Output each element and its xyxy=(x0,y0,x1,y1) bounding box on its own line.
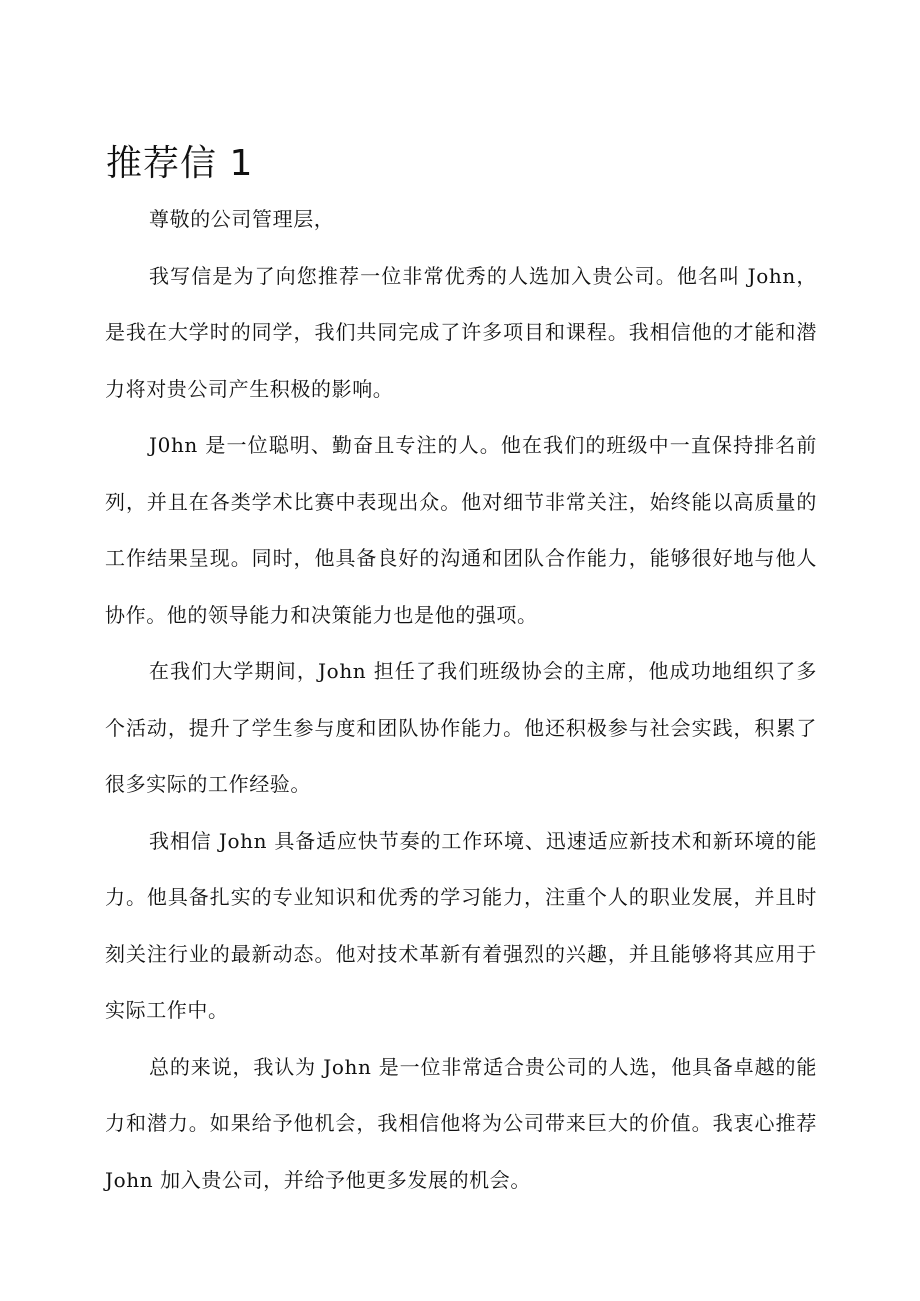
paragraph-introduction: 我写信是为了向您推荐一位非常优秀的人选加入贵公司。他名叫 John，是我在大学时的同学，我们共同完成了许多项目和课程。我相信他的才能和潜力将对贵公司产生积极的影响。 xyxy=(105,263,817,401)
paragraph-qualities: J0hn 是一位聪明、勤奋且专注的人。他在我们的班级中一直保持排名前列，并且在各类学术比赛中表现出众。他对细节非常关注，始终能以高质量的工作结果呈现。同时，他具备良好的沟通和团队合作能力，能够很好地与他人协作。他的领导能力和决策能力也是他的强项。 xyxy=(105,433,817,627)
paragraph-adaptability: 我相信 John 具备适应快节奏的工作环境、迅速适应新技术和新环境的能力。他具备扎实的专业知识和优秀的学习能力，注重个人的职业发展，并且时刻关注行业的最新动态。他对技术革新有着强烈的兴趣，并且能够将其应用于实际工作中。 xyxy=(105,828,817,1022)
salutation: 尊敬的公司管理层， xyxy=(149,207,335,231)
paragraph-university-experience: 在我们大学期间，John 担任了我们班级协会的主席，他成功地组织了多个活动，提升了学生参与度和团队协作能力。他还积极参与社会实践，积累了很多实际的工作经验。 xyxy=(105,659,817,796)
document-title: 推荐信 1 xyxy=(106,143,254,185)
letter-body xyxy=(105,191,817,1208)
paragraph-conclusion: 总的来说，我认为 John 是一位非常适合贵公司的人选，他具备卓越的能力和潜力。如果给予他机会，我相信他将为公司带来巨大的价值。我衷心推荐 John 加入贵公司，并给予他更多发展的机会。 xyxy=(105,1054,817,1192)
